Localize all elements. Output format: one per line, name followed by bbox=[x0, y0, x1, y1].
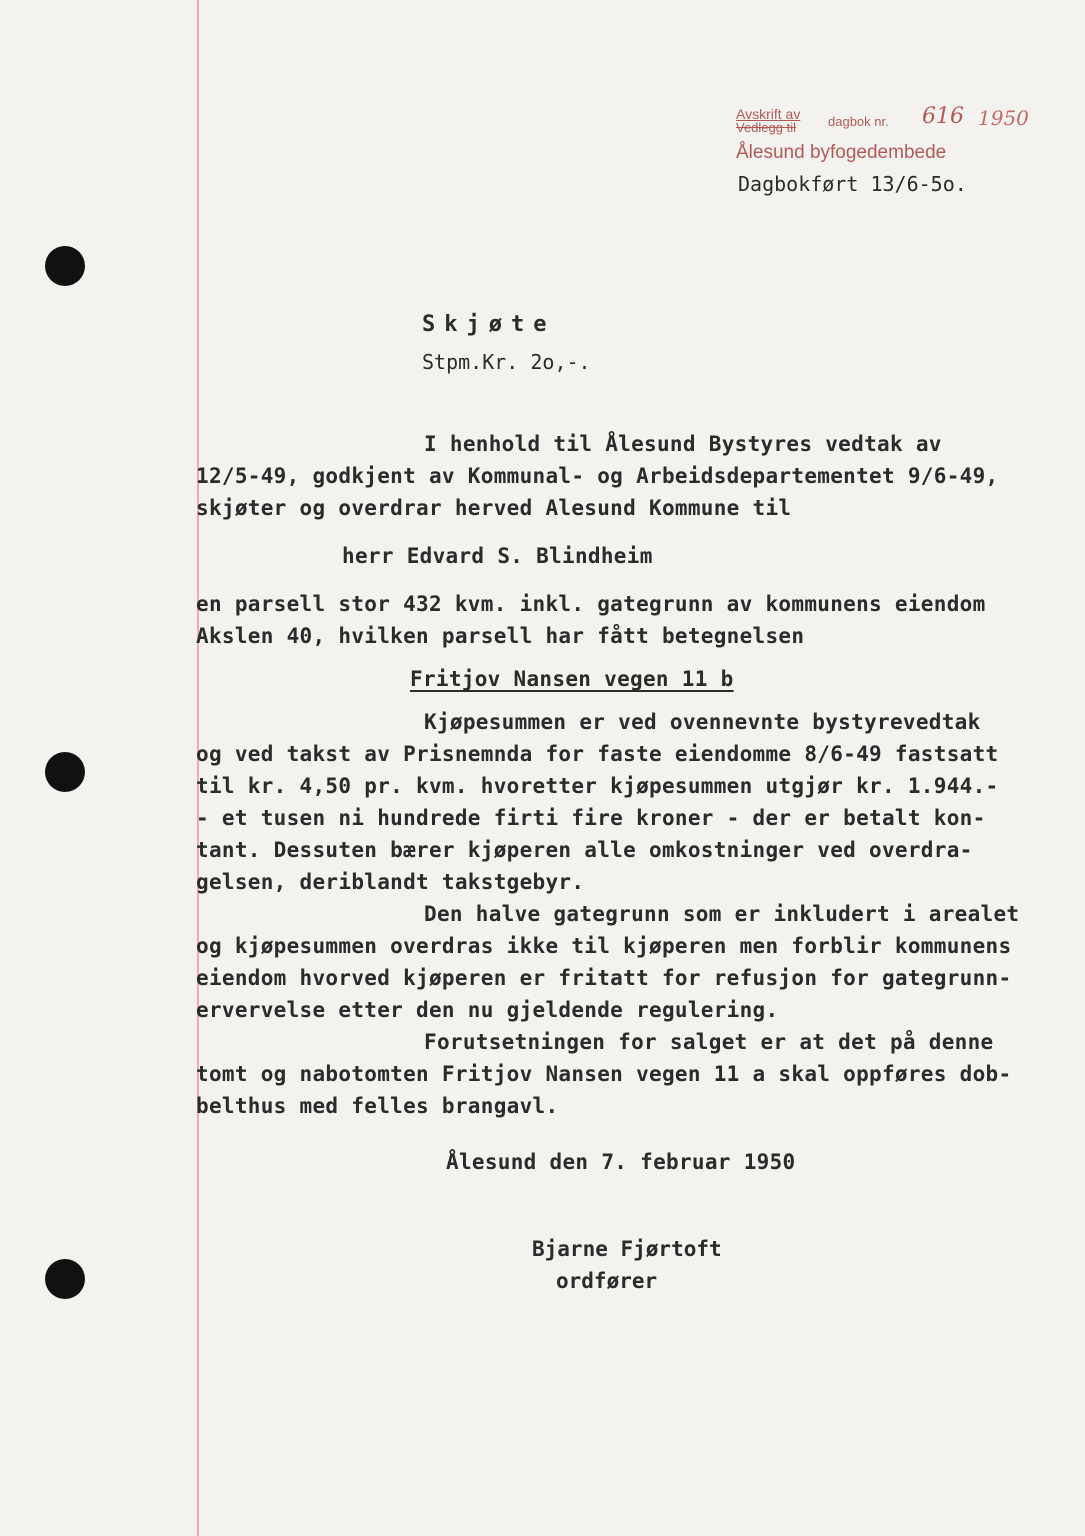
margin-line bbox=[197, 0, 199, 1536]
body-line-3: skjøter og overdrar herved Alesund Kommune til bbox=[196, 496, 792, 520]
stamp-duty: Stpm.Kr. 2o,-. bbox=[422, 350, 591, 374]
body-line-2: 12/5-49, godkjent av Kommunal- og Arbeidsdepartementet 9/6-49, bbox=[196, 464, 999, 488]
stamp-office: Ålesund byfogedembede bbox=[736, 142, 947, 163]
punch-hole-bottom bbox=[45, 1259, 85, 1299]
stamp-dagbok-number: 616 bbox=[922, 104, 964, 129]
body-line-11: - et tusen ni hundrede firti fire kroner - der er betalt kon- bbox=[196, 806, 986, 830]
body-line-8: Kjøpesummen er ved ovennevnte bystyrevedtak bbox=[424, 710, 981, 734]
body-line-19: tomt og nabotomten Fritjov Nansen vegen 11 a skal oppføres dob- bbox=[196, 1062, 1012, 1086]
body-line-17: ervervelse etter den nu gjeldende regulering. bbox=[196, 998, 779, 1022]
signature-title: ordfører bbox=[556, 1269, 658, 1293]
body-line-10: til kr. 4,50 pr. kvm. hvoretter kjøpesummen utgjør kr. 1.944.- bbox=[196, 774, 999, 798]
body-line-18: Forutsetningen for salget er at det på denne bbox=[424, 1030, 994, 1054]
body-line-14: Den halve gategrunn som er inkludert i arealet bbox=[424, 902, 1020, 926]
stamp-year: 1950 bbox=[978, 106, 1029, 130]
signature-name: Bjarne Fjørtoft bbox=[532, 1237, 722, 1261]
body-line-13: gelsen, deriblandt takstgebyr. bbox=[196, 870, 585, 894]
punch-hole-middle bbox=[45, 752, 85, 792]
stamp-vedlegg: Vedlegg til bbox=[736, 120, 796, 135]
body-line-16: eiendom hvorved kjøperen er fritatt for refusjon for gategrunn- bbox=[196, 966, 1012, 990]
body-line-20: belthus med felles brangavl. bbox=[196, 1094, 559, 1118]
date-line: Ålesund den 7. februar 1950 bbox=[446, 1150, 796, 1174]
punch-hole-top bbox=[45, 246, 85, 286]
property-name: Fritjov Nansen vegen 11 b bbox=[410, 667, 734, 691]
body-line-5: en parsell stor 432 kvm. inkl. gategrunn av kommunens eiendom bbox=[196, 592, 986, 616]
stamp-avskrift: Avskrift av bbox=[736, 106, 801, 122]
body-line-1: I henhold til Ålesund Bystyres vedtak av bbox=[424, 432, 942, 456]
body-line-15: og kjøpesummen overdras ikke til kjøperen men forblir kommunens bbox=[196, 934, 1012, 958]
body-line-12: tant. Dessuten bærer kjøperen alle omkostninger ved overdra- bbox=[196, 838, 973, 862]
grantee-line: herr Edvard S. Blindheim bbox=[342, 544, 653, 568]
document-title: Skjøte bbox=[422, 312, 556, 337]
stamp-dagbok-label: dagbok nr. bbox=[828, 114, 889, 129]
dagbokfort-note: Dagbokført 13/6-5o. bbox=[738, 172, 967, 196]
body-line-9: og ved takst av Prisnemnda for faste eiendomme 8/6-49 fastsatt bbox=[196, 742, 999, 766]
registry-stamp bbox=[736, 104, 1046, 163]
body-line-6: Akslen 40, hvilken parsell har fått betegnelsen bbox=[196, 624, 805, 648]
